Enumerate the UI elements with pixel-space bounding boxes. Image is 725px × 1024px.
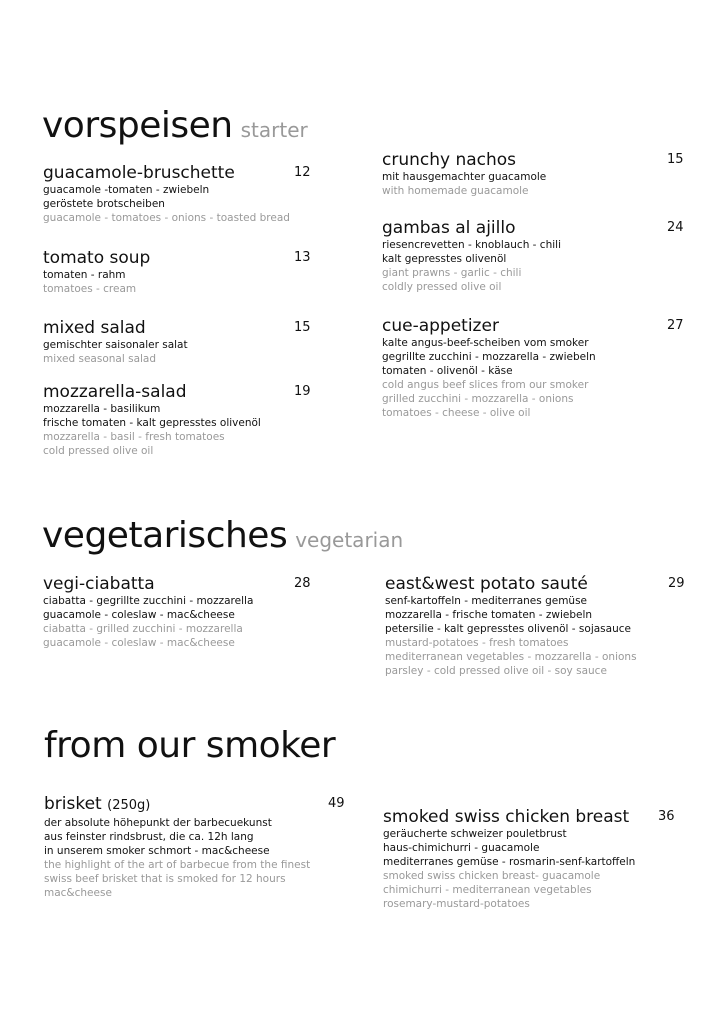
menu-item — [382, 316, 682, 420]
item-desc-en: mozzarella - basil - fresh tomatoes — [43, 431, 225, 443]
item-weight: (250g) — [107, 798, 151, 813]
menu-item — [44, 794, 344, 900]
item-name: gambas al ajillo — [382, 218, 516, 238]
item-desc-en: rosemary-mustard-potatoes — [383, 898, 530, 910]
item-desc-en: swiss beef brisket that is smoked for 12 hours — [44, 873, 286, 885]
item-desc-de: guacamole - coleslaw - mac&cheese — [43, 609, 235, 621]
item-price: 28 — [294, 576, 311, 591]
item-desc-en: cold angus beef slices from our smoker — [382, 379, 589, 391]
item-desc-en: smoked swiss chicken breast- guacamole — [383, 870, 601, 882]
item-desc-de: gemischter saisonaler salat — [43, 339, 188, 351]
item-desc-en: mixed seasonal salad — [43, 353, 157, 365]
item-desc-en: parsley - cold pressed olive oil - soy sauce — [385, 665, 607, 677]
item-name: cue-appetizer — [382, 316, 499, 336]
item-desc-en: with homemade guacamole — [382, 185, 529, 197]
item-name: smoked swiss chicken breast — [383, 807, 630, 827]
item-desc-en: coldly pressed olive oil — [382, 281, 502, 293]
menu-item — [43, 248, 343, 296]
item-price: 29 — [668, 576, 685, 591]
item-desc-de: senf-kartoffeln - mediterranes gemüse — [385, 595, 588, 607]
item-desc-de: der absolute höhepunkt der barbecuekunst — [44, 817, 272, 829]
section-title-de: vegetarisches — [42, 515, 288, 556]
item-desc-en: cold pressed olive oil — [43, 445, 154, 457]
item-desc-en: tomatoes - cream — [43, 283, 137, 295]
item-desc-en: chimichurri - mediterranean vegetables — [383, 884, 592, 896]
item-desc-en: giant prawns - garlic - chili — [382, 267, 522, 279]
item-price: 12 — [294, 165, 311, 180]
item-price: 27 — [667, 318, 684, 333]
item-desc-de: tomaten - olivenöl - käse — [382, 365, 513, 377]
item-desc-en: the highlight of the art of barbecue from the finest — [44, 859, 311, 871]
section-title-starter — [42, 105, 308, 146]
section-title-smoker — [44, 725, 335, 766]
menu-item — [382, 218, 682, 294]
item-price: 49 — [328, 796, 345, 811]
item-desc-de: riesencrevetten - knoblauch - chili — [382, 239, 561, 251]
item-desc-en: tomatoes - cheese - olive oil — [382, 407, 531, 419]
item-desc-de: gegrillte zucchini - mozzarella - zwiebeln — [382, 351, 596, 363]
item-name: mixed salad — [43, 318, 146, 338]
item-desc-de: frische tomaten - kalt gepresstes olivenöl — [43, 417, 261, 429]
item-desc-de: petersilie - kalt gepresstes olivenöl - sojasauce — [385, 623, 631, 635]
item-name: guacamole-bruschette — [43, 163, 235, 183]
item-name — [44, 794, 344, 816]
item-desc-de: mit hausgemachter guacamole — [382, 171, 547, 183]
item-desc-de: guacamole -tomaten - zwiebeln — [43, 184, 210, 196]
item-desc-de: mozzarella - basilikum — [43, 403, 161, 415]
item-price: 15 — [667, 152, 684, 167]
item-desc-de: ciabatta - gegrillte zucchini - mozzarella — [43, 595, 254, 607]
item-desc-de: geröstete brotscheiben — [43, 198, 165, 210]
item-desc-de: kalt gepresstes olivenöl — [382, 253, 507, 265]
item-desc-de: mozzarella - frische tomaten - zwiebeln — [385, 609, 593, 621]
section-title-de: from our smoker — [44, 725, 336, 766]
item-desc-en: grilled zucchini - mozzarella - onions — [382, 393, 574, 405]
menu-item — [43, 163, 343, 225]
section-title-de: vorspeisen — [42, 105, 233, 146]
item-desc-de: kalte angus-beef-scheiben vom smoker — [382, 337, 589, 349]
item-price: 13 — [294, 250, 311, 265]
item-desc-en: mediterranean vegetables - mozzarella - onions — [385, 651, 637, 663]
item-desc-en: ciabatta - grilled zucchini - mozzarella — [43, 623, 243, 635]
menu-item — [43, 318, 343, 366]
item-desc-de: mediterranes gemüse - rosmarin-senf-kartoffeln — [383, 856, 636, 868]
item-name: east&west potato sauté — [385, 574, 588, 594]
menu-item — [43, 382, 343, 458]
item-name: tomato soup — [43, 248, 151, 268]
section-title-en: vegetarian — [295, 528, 404, 552]
menu-item — [43, 574, 343, 650]
item-desc-en: guacamole - coleslaw - mac&cheese — [43, 637, 235, 649]
menu-item — [385, 574, 685, 678]
item-name: crunchy nachos — [382, 150, 517, 170]
item-desc-de: geräucherte schweizer pouletbrust — [383, 828, 567, 840]
item-name-text: brisket — [44, 794, 102, 814]
item-desc-de: tomaten - rahm — [43, 269, 126, 281]
section-title-vegetarian — [42, 515, 403, 556]
section-title-en: starter — [240, 118, 308, 142]
item-name: mozzarella-salad — [43, 382, 187, 402]
item-price: 19 — [294, 384, 311, 399]
item-desc-de: aus feinster rindsbrust, die ca. 12h lang — [44, 831, 254, 843]
item-desc-de: in unserem smoker schmort - mac&cheese — [44, 845, 270, 857]
item-desc-en: mac&cheese — [44, 887, 112, 899]
item-price: 24 — [667, 220, 684, 235]
item-desc-de: haus-chimichurri - guacamole — [383, 842, 540, 854]
item-price: 36 — [658, 809, 675, 824]
item-desc-en: mustard-potatoes - fresh tomatoes — [385, 637, 569, 649]
item-name: vegi-ciabatta — [43, 574, 155, 594]
item-desc-en: guacamole - tomatoes - onions - toasted bread — [43, 212, 290, 224]
menu-item — [382, 150, 682, 198]
menu-item — [383, 807, 683, 911]
item-price: 15 — [294, 320, 311, 335]
